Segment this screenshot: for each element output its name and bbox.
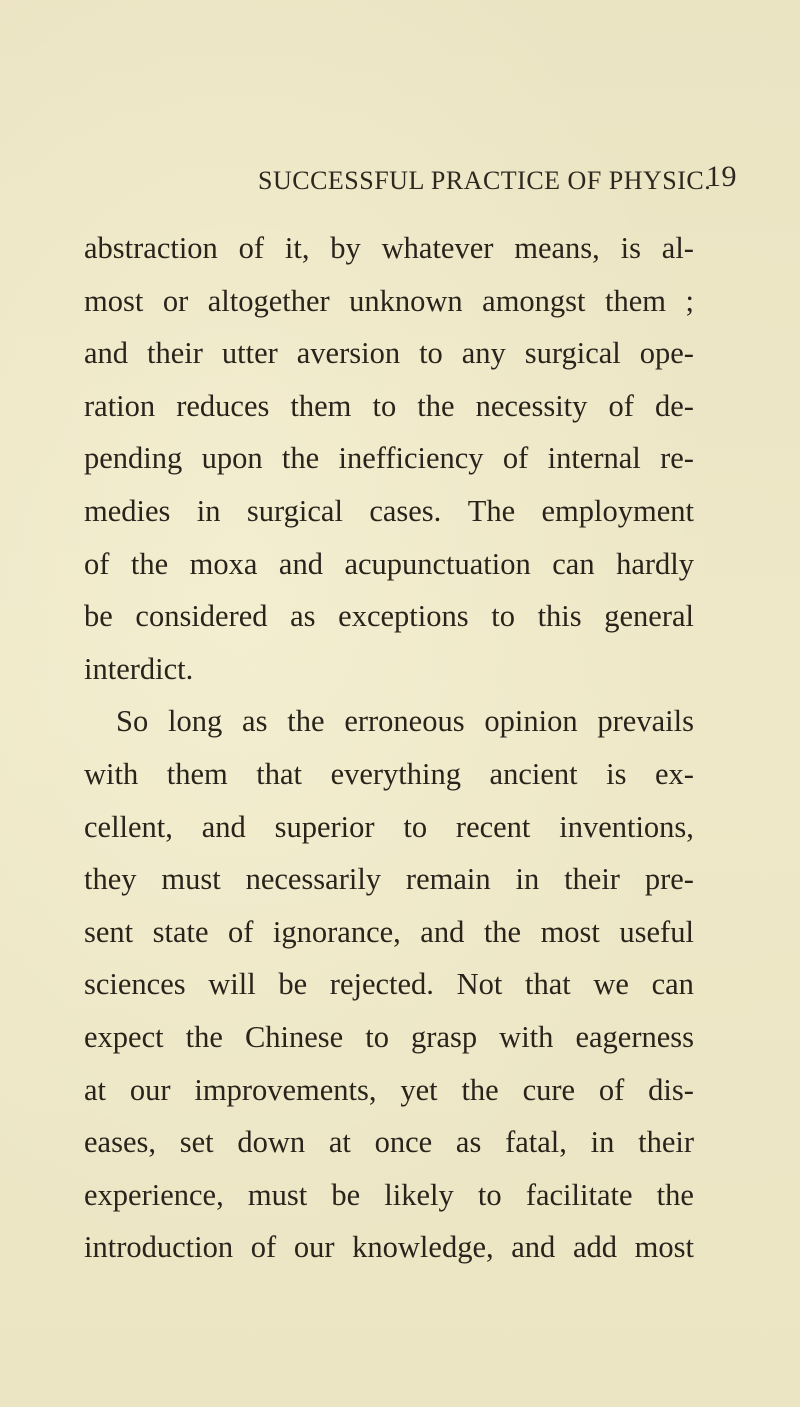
text-line: and their utter aversion to any surgical ope- <box>84 336 694 371</box>
text-line: expect the Chinese to grasp with eagerness <box>84 1019 694 1054</box>
text-line: So long as the erroneous opinion prevails <box>116 704 694 739</box>
text-line: sent state of ignorance, and the most useful <box>84 914 694 949</box>
text-line: cellent, and superior to recent inventions, <box>84 809 694 844</box>
text-line: most or altogether unknown amongst them ; <box>84 283 694 318</box>
page-number: 19 <box>706 160 737 193</box>
text-line: eases, set down at once as fatal, in their <box>84 1125 694 1160</box>
body-text <box>84 222 694 1274</box>
text-line: experience, must be likely to facilitate the <box>84 1177 694 1212</box>
text-line: medies in surgical cases. The employment <box>84 493 694 528</box>
text-line: they must necessarily remain in their pre- <box>84 862 694 897</box>
text-line: ration reduces them to the necessity of de- <box>84 388 694 423</box>
text-line: of the moxa and acupunctuation can hardly <box>84 546 694 581</box>
text-line: pending upon the inefficiency of internal re- <box>84 441 694 476</box>
running-head-title: SUCCESSFUL PRACTICE OF PHYSIC. <box>258 166 712 195</box>
text-line: at our improvements, yet the cure of dis- <box>84 1072 694 1107</box>
text-line: with them that everything ancient is ex- <box>84 756 694 791</box>
text-line: abstraction of it, by whatever means, is al- <box>84 231 694 265</box>
text-line: sciences will be rejected. Not that we can <box>84 967 694 1002</box>
running-head <box>258 160 778 200</box>
text-line: be considered as exceptions to this general <box>84 599 694 634</box>
text-line: interdict. <box>84 651 194 686</box>
text-line: introduction of our knowledge, and add most <box>84 1230 694 1265</box>
